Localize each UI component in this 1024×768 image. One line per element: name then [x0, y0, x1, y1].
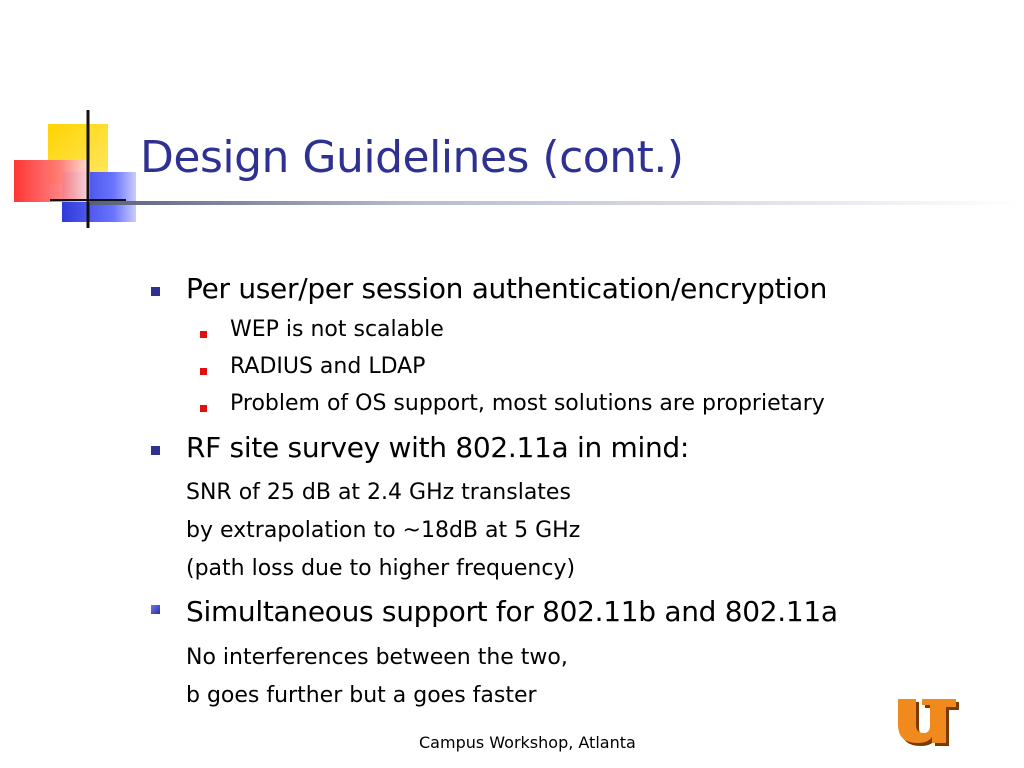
bullet-marker: [151, 287, 160, 296]
sub-bullet-1-2: RADIUS and LDAP: [230, 354, 426, 379]
bullet-3-line-2: b goes further but a goes faster: [186, 683, 537, 708]
bullet-marker: [151, 605, 160, 614]
bullet-2-line-3: (path loss due to higher frequency): [186, 556, 576, 581]
bullet-1: Per user/per session authentication/encryption: [186, 272, 828, 305]
sub-bullet-1-1: WEP is not scalable: [230, 317, 444, 342]
bullet-3: Simultaneous support for 802.11b and 802.11a: [186, 595, 838, 628]
slide-title: Design Guidelines (cont.): [140, 132, 684, 183]
bullet-3-line-1: No interferences between the two,: [186, 645, 568, 670]
sub-bullet-marker: [200, 368, 207, 375]
bullet-marker: [151, 446, 160, 455]
sub-bullet-marker: [200, 331, 207, 338]
sub-bullet-marker: [200, 405, 207, 412]
bullet-2-line-2: by extrapolation to ~18dB at 5 GHz: [186, 518, 581, 543]
bullet-2: RF site survey with 802.11a in mind:: [186, 431, 690, 464]
ut-logo: [894, 693, 976, 749]
slide-footer: Campus Workshop, Atlanta: [419, 733, 636, 752]
sub-bullet-1-3: Problem of OS support, most solutions are proprietary: [230, 391, 825, 416]
bullet-2-line-1: SNR of 25 dB at 2.4 GHz translates: [186, 480, 571, 505]
